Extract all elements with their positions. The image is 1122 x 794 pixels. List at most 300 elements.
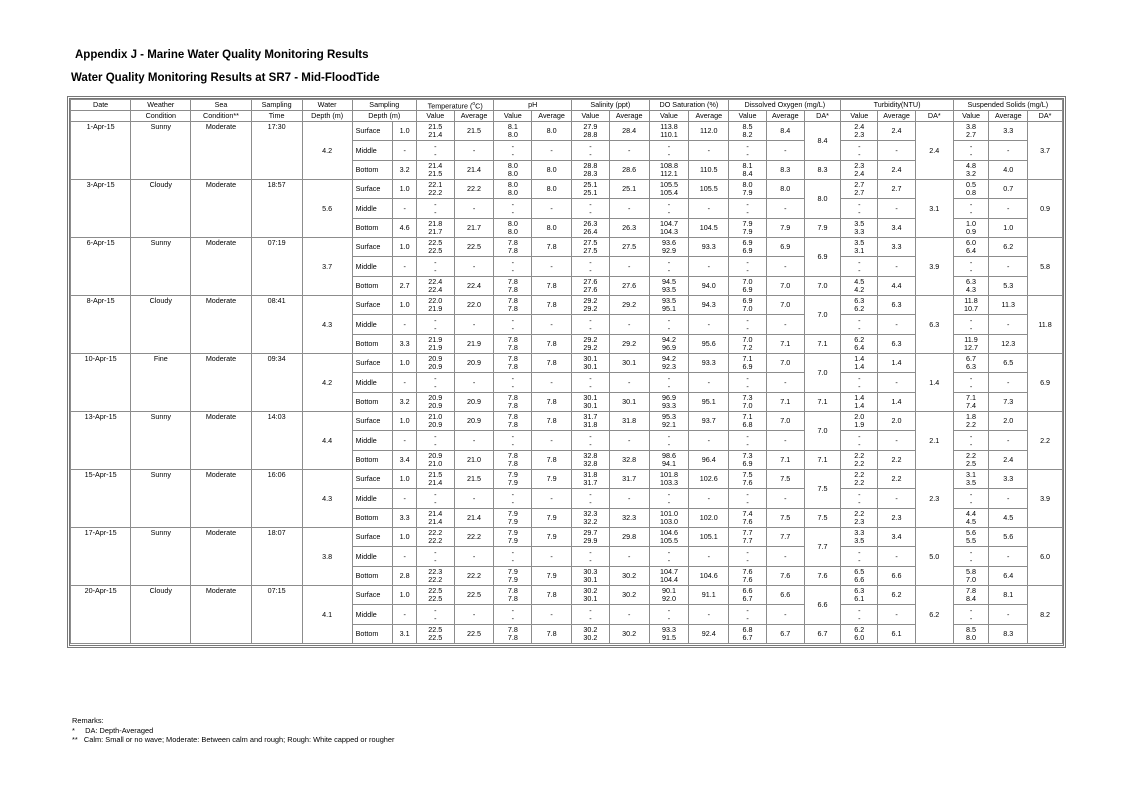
dissolved-oxygen-value: - -	[729, 199, 767, 219]
table-row	[71, 528, 1063, 547]
salinity-value: 31.7 31.8	[572, 412, 610, 431]
header-sub: DA*	[1028, 111, 1063, 122]
do-saturation-value: 101.0 103.0	[649, 509, 689, 528]
turbidity-da: 2.4	[915, 122, 953, 180]
turbidity-value: - -	[841, 605, 878, 625]
ph-value: 7.8 7.8	[494, 625, 532, 644]
sampling-level-cell: Surface	[352, 354, 393, 373]
date-cell: 13-Apr-15	[71, 412, 131, 470]
do-saturation-average: 104.5	[689, 219, 729, 238]
do-saturation-average: -	[689, 605, 729, 625]
sea-condition-cell: Moderate	[191, 180, 251, 238]
salinity-average: 26.3	[609, 219, 649, 238]
suspended-solids-value: - -	[953, 547, 989, 567]
do-saturation-value: - -	[649, 605, 689, 625]
header-water: Water	[302, 100, 352, 111]
temperature-value: - -	[416, 431, 454, 451]
salinity-value: 28.8 28.3	[572, 161, 610, 180]
suspended-solids-value: 6.0 6.4	[953, 238, 989, 257]
turbidity-average: 6.1	[878, 625, 916, 644]
sampling-level-cell: Middle	[352, 605, 393, 625]
header-sub: Depth (m)	[352, 111, 416, 122]
suspended-solids-value: - -	[953, 141, 989, 161]
dissolved-oxygen-average: -	[766, 431, 804, 451]
dissolved-oxygen-da: 7.7	[804, 528, 841, 567]
dissolved-oxygen-value: 6.6 6.7	[729, 586, 767, 605]
ph-average: 7.8	[532, 586, 572, 605]
temperature-value: 21.4 21.4	[416, 509, 454, 528]
sampling-level-cell: Middle	[352, 257, 393, 277]
ph-value: - -	[494, 257, 532, 277]
sampling-time-cell: 17:30	[251, 122, 302, 180]
temperature-value: 22.4 22.4	[416, 277, 454, 296]
do-saturation-value: - -	[649, 373, 689, 393]
sampling-time-cell: 07:19	[251, 238, 302, 296]
salinity-average: -	[609, 605, 649, 625]
turbidity-average: -	[878, 257, 916, 277]
turbidity-average: 2.2	[878, 451, 916, 470]
dissolved-oxygen-da: 7.0	[804, 296, 841, 335]
ph-average: 7.8	[532, 354, 572, 373]
do-saturation-value: - -	[649, 431, 689, 451]
sampling-level-cell: Bottom	[352, 625, 393, 644]
remarks	[72, 716, 394, 745]
temperature-value: 21.9 21.9	[416, 335, 454, 354]
sampling-depth-cell: -	[393, 489, 416, 509]
suspended-solids-da: 8.2	[1028, 586, 1063, 644]
header-row-1	[71, 100, 1063, 111]
ph-value: 7.9 7.9	[494, 470, 532, 489]
salinity-value: - -	[572, 141, 610, 161]
ph-value: 7.9 7.9	[494, 509, 532, 528]
temperature-value: 21.5 21.4	[416, 470, 454, 489]
sampling-time-cell: 16:06	[251, 470, 302, 528]
temperature-average: 21.9	[454, 335, 494, 354]
suspended-solids-average: 6.2	[989, 238, 1028, 257]
turbidity-value: 2.4 2.3	[841, 122, 878, 141]
salinity-average: -	[609, 315, 649, 335]
sampling-level-cell: Bottom	[352, 393, 393, 412]
suspended-solids-average: 5.6	[989, 528, 1028, 547]
salinity-average: -	[609, 199, 649, 219]
salinity-average: 28.6	[609, 161, 649, 180]
temperature-average: 20.9	[454, 393, 494, 412]
sampling-level-cell: Bottom	[352, 335, 393, 354]
sheet-title: Water Quality Monitoring Results at SR7 - Mid-FloodTide	[71, 72, 380, 84]
sampling-depth-cell: 1.0	[393, 296, 416, 315]
turbidity-value: 2.0 1.9	[841, 412, 878, 431]
header-sub: Condition**	[191, 111, 251, 122]
ph-value: - -	[494, 199, 532, 219]
sampling-level-cell: Middle	[352, 199, 393, 219]
dissolved-oxygen-da-bottom: 7.5	[804, 509, 841, 528]
dissolved-oxygen-average: 7.1	[766, 335, 804, 354]
sampling-depth-cell: 1.0	[393, 180, 416, 199]
turbidity-value: - -	[841, 373, 878, 393]
sampling-depth-cell: 3.4	[393, 451, 416, 470]
date-cell: 6-Apr-15	[71, 238, 131, 296]
weather-cell: Cloudy	[131, 586, 191, 644]
dissolved-oxygen-value: 7.9 7.9	[729, 219, 767, 238]
ph-average: -	[532, 431, 572, 451]
turbidity-average: 3.3	[878, 238, 916, 257]
header-salinity: Salinity (ppt)	[572, 100, 650, 111]
temperature-average: -	[454, 257, 494, 277]
dissolved-oxygen-da: 6.9	[804, 238, 841, 277]
temperature-average: 22.2	[454, 528, 494, 547]
header-sub: Time	[251, 111, 302, 122]
do-saturation-average: 94.3	[689, 296, 729, 315]
turbidity-da: 3.9	[915, 238, 953, 296]
dissolved-oxygen-value: 7.4 7.6	[729, 509, 767, 528]
turbidity-average: -	[878, 141, 916, 161]
sea-condition-cell: Moderate	[191, 470, 251, 528]
water-depth-cell: 4.2	[302, 122, 352, 180]
temperature-value: 22.5 22.5	[416, 586, 454, 605]
date-cell: 17-Apr-15	[71, 528, 131, 586]
header-sub: Depth (m)	[302, 111, 352, 122]
dissolved-oxygen-value: - -	[729, 141, 767, 161]
temperature-average: -	[454, 605, 494, 625]
dissolved-oxygen-value: - -	[729, 431, 767, 451]
salinity-value: - -	[572, 199, 610, 219]
sampling-level-cell: Middle	[352, 373, 393, 393]
temperature-value: 20.9 20.9	[416, 393, 454, 412]
results-table-frame	[67, 96, 1066, 648]
header-sub: Value	[953, 111, 989, 122]
sea-condition-cell: Moderate	[191, 586, 251, 644]
turbidity-average: -	[878, 431, 916, 451]
turbidity-da: 6.2	[915, 586, 953, 644]
sampling-level-cell: Bottom	[352, 161, 393, 180]
ph-average: 7.8	[532, 393, 572, 412]
sampling-level-cell: Surface	[352, 586, 393, 605]
header-sub: Average	[989, 111, 1028, 122]
date-cell: 15-Apr-15	[71, 470, 131, 528]
do-saturation-average: -	[689, 257, 729, 277]
header-sub: DA*	[915, 111, 953, 122]
turbidity-average: 2.7	[878, 180, 916, 199]
ph-average: 7.9	[532, 528, 572, 547]
turbidity-value: 6.2 6.4	[841, 335, 878, 354]
sampling-level-cell: Surface	[352, 296, 393, 315]
dissolved-oxygen-value: - -	[729, 315, 767, 335]
temperature-value: - -	[416, 315, 454, 335]
turbidity-da: 3.1	[915, 180, 953, 238]
turbidity-value: 2.7 2.7	[841, 180, 878, 199]
turbidity-average: -	[878, 315, 916, 335]
do-saturation-value: 94.2 96.9	[649, 335, 689, 354]
dissolved-oxygen-average: -	[766, 605, 804, 625]
ph-average: 7.8	[532, 335, 572, 354]
suspended-solids-average: -	[989, 489, 1028, 509]
sampling-level-cell: Bottom	[352, 509, 393, 528]
salinity-value: - -	[572, 547, 610, 567]
suspended-solids-da: 6.9	[1028, 354, 1063, 412]
sea-condition-cell: Moderate	[191, 412, 251, 470]
ph-value: 8.0 8.0	[494, 161, 532, 180]
salinity-average: 30.2	[609, 586, 649, 605]
turbidity-average: 2.4	[878, 122, 916, 141]
suspended-solids-value: 3.1 3.5	[953, 470, 989, 489]
header-sub: Value	[841, 111, 878, 122]
sampling-level-cell: Bottom	[352, 451, 393, 470]
temperature-value: 21.8 21.7	[416, 219, 454, 238]
salinity-value: 27.9 28.8	[572, 122, 610, 141]
header-sub: Average	[689, 111, 729, 122]
salinity-value: 32.8 32.8	[572, 451, 610, 470]
weather-cell: Sunny	[131, 238, 191, 296]
ph-average: 7.9	[532, 567, 572, 586]
dissolved-oxygen-average: 7.0	[766, 296, 804, 315]
temperature-value: - -	[416, 489, 454, 509]
dissolved-oxygen-average: 7.6	[766, 567, 804, 586]
do-saturation-average: 94.0	[689, 277, 729, 296]
header-date: Date	[71, 100, 131, 111]
ph-average: 7.8	[532, 451, 572, 470]
header-temperature: Temperature ($^o$C)	[416, 100, 494, 111]
temperature-average: 21.4	[454, 509, 494, 528]
suspended-solids-da: 11.8	[1028, 296, 1063, 354]
results-table	[70, 99, 1063, 644]
do-saturation-average: -	[689, 141, 729, 161]
turbidity-value: 2.3 2.4	[841, 161, 878, 180]
salinity-value: - -	[572, 605, 610, 625]
dissolved-oxygen-value: 7.1 6.9	[729, 354, 767, 373]
ph-average: -	[532, 257, 572, 277]
sea-condition-cell: Moderate	[191, 296, 251, 354]
turbidity-da: 1.4	[915, 354, 953, 412]
ph-value: 7.8 7.8	[494, 412, 532, 431]
dissolved-oxygen-average: -	[766, 199, 804, 219]
suspended-solids-average: -	[989, 605, 1028, 625]
temperature-average: 22.2	[454, 567, 494, 586]
sampling-depth-cell: -	[393, 547, 416, 567]
ph-average: -	[532, 315, 572, 335]
turbidity-da: 5.0	[915, 528, 953, 586]
dissolved-oxygen-da-bottom: 7.1	[804, 393, 841, 412]
temperature-average: 21.4	[454, 161, 494, 180]
ph-average: -	[532, 547, 572, 567]
do-saturation-average: 95.1	[689, 393, 729, 412]
sampling-level-cell: Surface	[352, 528, 393, 547]
salinity-average: -	[609, 257, 649, 277]
dissolved-oxygen-value: 7.6 7.6	[729, 567, 767, 586]
salinity-average: -	[609, 373, 649, 393]
suspended-solids-value: 1.0 0.9	[953, 219, 989, 238]
temperature-average: 21.0	[454, 451, 494, 470]
dissolved-oxygen-average: 7.0	[766, 412, 804, 431]
dissolved-oxygen-value: 6.8 6.7	[729, 625, 767, 644]
header-suspended-solids: Suspended Solids (mg/L)	[953, 100, 1062, 111]
do-saturation-value: 96.9 93.3	[649, 393, 689, 412]
temperature-value: - -	[416, 373, 454, 393]
turbidity-value: 1.4 1.4	[841, 354, 878, 373]
dissolved-oxygen-da: 8.4	[804, 122, 841, 161]
salinity-average: 27.6	[609, 277, 649, 296]
salinity-average: 32.3	[609, 509, 649, 528]
sampling-time-cell: 14:03	[251, 412, 302, 470]
salinity-average: 28.4	[609, 122, 649, 141]
date-cell: 3-Apr-15	[71, 180, 131, 238]
remark-line: * DA: Depth-Averaged	[72, 725, 154, 735]
turbidity-value: 3.5 3.1	[841, 238, 878, 257]
remarks-heading: Remarks:	[72, 716, 104, 725]
sampling-depth-cell: 1.0	[393, 528, 416, 547]
dissolved-oxygen-average: 7.5	[766, 509, 804, 528]
dissolved-oxygen-average: -	[766, 373, 804, 393]
dissolved-oxygen-value: 7.3 7.0	[729, 393, 767, 412]
dissolved-oxygen-average: 7.1	[766, 393, 804, 412]
suspended-solids-average: -	[989, 257, 1028, 277]
sampling-depth-cell: 3.1	[393, 625, 416, 644]
temperature-average: -	[454, 431, 494, 451]
turbidity-average: -	[878, 199, 916, 219]
do-saturation-value: 90.1 92.0	[649, 586, 689, 605]
sampling-depth-cell: -	[393, 199, 416, 219]
dissolved-oxygen-value: - -	[729, 605, 767, 625]
ph-average: 7.9	[532, 509, 572, 528]
suspended-solids-da: 0.9	[1028, 180, 1063, 238]
turbidity-value: - -	[841, 141, 878, 161]
suspended-solids-value: 11.9 12.7	[953, 335, 989, 354]
suspended-solids-average: -	[989, 547, 1028, 567]
header-sea: Sea	[191, 100, 251, 111]
suspended-solids-average: 4.5	[989, 509, 1028, 528]
turbidity-average: 1.4	[878, 393, 916, 412]
dissolved-oxygen-da-bottom: 7.1	[804, 335, 841, 354]
turbidity-value: 1.4 1.4	[841, 393, 878, 412]
dissolved-oxygen-value: 8.0 7.9	[729, 180, 767, 199]
do-saturation-average: 102.0	[689, 509, 729, 528]
turbidity-value: 6.5 6.6	[841, 567, 878, 586]
dissolved-oxygen-average: 6.6	[766, 586, 804, 605]
sampling-depth-cell: 2.8	[393, 567, 416, 586]
turbidity-value: 6.2 6.0	[841, 625, 878, 644]
salinity-value: - -	[572, 257, 610, 277]
header-dissolved-oxygen: Dissolved Oxygen (mg/L)	[729, 100, 841, 111]
sampling-depth-cell: -	[393, 605, 416, 625]
dissolved-oxygen-value: 7.1 6.8	[729, 412, 767, 431]
sampling-depth-cell: -	[393, 431, 416, 451]
turbidity-value: 6.3 6.2	[841, 296, 878, 315]
salinity-value: 32.3 32.2	[572, 509, 610, 528]
header-sampling-depth: Sampling	[352, 100, 416, 111]
ph-average: 8.0	[532, 219, 572, 238]
ph-value: 7.8 7.8	[494, 296, 532, 315]
dissolved-oxygen-da-bottom: 6.7	[804, 625, 841, 644]
salinity-value: 30.1 30.1	[572, 393, 610, 412]
temperature-average: 21.7	[454, 219, 494, 238]
salinity-average: 32.8	[609, 451, 649, 470]
sampling-level-cell: Surface	[352, 412, 393, 431]
water-depth-cell: 4.4	[302, 412, 352, 470]
suspended-solids-average: 1.0	[989, 219, 1028, 238]
suspended-solids-average: 6.5	[989, 354, 1028, 373]
do-saturation-value: 98.6 94.1	[649, 451, 689, 470]
turbidity-average: -	[878, 547, 916, 567]
header-sub: DA*	[804, 111, 841, 122]
do-saturation-value: - -	[649, 257, 689, 277]
water-depth-cell: 3.8	[302, 528, 352, 586]
sampling-level-cell: Bottom	[352, 277, 393, 296]
sampling-time-cell: 18:07	[251, 528, 302, 586]
weather-cell: Sunny	[131, 122, 191, 180]
dissolved-oxygen-average: 7.0	[766, 354, 804, 373]
sampling-depth-cell: -	[393, 373, 416, 393]
dissolved-oxygen-da-bottom: 7.0	[804, 277, 841, 296]
appendix-title: Appendix J - Marine Water Quality Monitoring Results	[75, 49, 369, 61]
salinity-value: - -	[572, 373, 610, 393]
salinity-average: 31.7	[609, 470, 649, 489]
sampling-depth-cell: 1.0	[393, 586, 416, 605]
sampling-depth-cell: -	[393, 257, 416, 277]
dissolved-oxygen-da: 7.0	[804, 412, 841, 451]
temperature-average: -	[454, 547, 494, 567]
turbidity-da: 2.3	[915, 470, 953, 528]
suspended-solids-average: 8.3	[989, 625, 1028, 644]
date-cell: 10-Apr-15	[71, 354, 131, 412]
temperature-average: 22.5	[454, 625, 494, 644]
suspended-solids-da: 6.0	[1028, 528, 1063, 586]
salinity-value: - -	[572, 315, 610, 335]
weather-cell: Sunny	[131, 470, 191, 528]
dissolved-oxygen-value: - -	[729, 547, 767, 567]
ph-value: 7.8 7.8	[494, 393, 532, 412]
header-sub: Condition	[131, 111, 191, 122]
water-depth-cell: 4.2	[302, 354, 352, 412]
suspended-solids-average: 12.3	[989, 335, 1028, 354]
suspended-solids-value: 6.3 4.3	[953, 277, 989, 296]
sampling-depth-cell: 1.0	[393, 238, 416, 257]
sampling-level-cell: Middle	[352, 141, 393, 161]
salinity-value: 30.3 30.1	[572, 567, 610, 586]
ph-average: 7.8	[532, 412, 572, 431]
turbidity-average: 2.4	[878, 161, 916, 180]
header-sub: Value	[649, 111, 689, 122]
temperature-value: 22.5 22.5	[416, 625, 454, 644]
do-saturation-value: 101.8 103.3	[649, 470, 689, 489]
suspended-solids-value: - -	[953, 315, 989, 335]
sampling-level-cell: Middle	[352, 547, 393, 567]
salinity-value: 29.2 29.2	[572, 335, 610, 354]
do-saturation-value: 104.7 104.4	[649, 567, 689, 586]
sampling-level-cell: Surface	[352, 122, 393, 141]
suspended-solids-average: 2.4	[989, 451, 1028, 470]
temperature-average: -	[454, 315, 494, 335]
turbidity-value: 2.2 2.2	[841, 470, 878, 489]
suspended-solids-value: 7.1 7.4	[953, 393, 989, 412]
sampling-depth-cell: 1.0	[393, 354, 416, 373]
ph-average: -	[532, 373, 572, 393]
dissolved-oxygen-value: - -	[729, 489, 767, 509]
dissolved-oxygen-value: 6.9 6.9	[729, 238, 767, 257]
salinity-value: 27.5 27.5	[572, 238, 610, 257]
suspended-solids-average: -	[989, 141, 1028, 161]
do-saturation-average: -	[689, 373, 729, 393]
dissolved-oxygen-average: -	[766, 315, 804, 335]
table-row	[71, 238, 1063, 257]
dissolved-oxygen-value: 6.9 7.0	[729, 296, 767, 315]
temperature-value: - -	[416, 605, 454, 625]
table-row	[71, 412, 1063, 431]
turbidity-value: 2.2 2.2	[841, 451, 878, 470]
temperature-value: 22.2 22.2	[416, 528, 454, 547]
suspended-solids-average: 5.3	[989, 277, 1028, 296]
dissolved-oxygen-value: 7.3 6.9	[729, 451, 767, 470]
header-sampling: Sampling	[251, 100, 302, 111]
turbidity-average: 4.4	[878, 277, 916, 296]
